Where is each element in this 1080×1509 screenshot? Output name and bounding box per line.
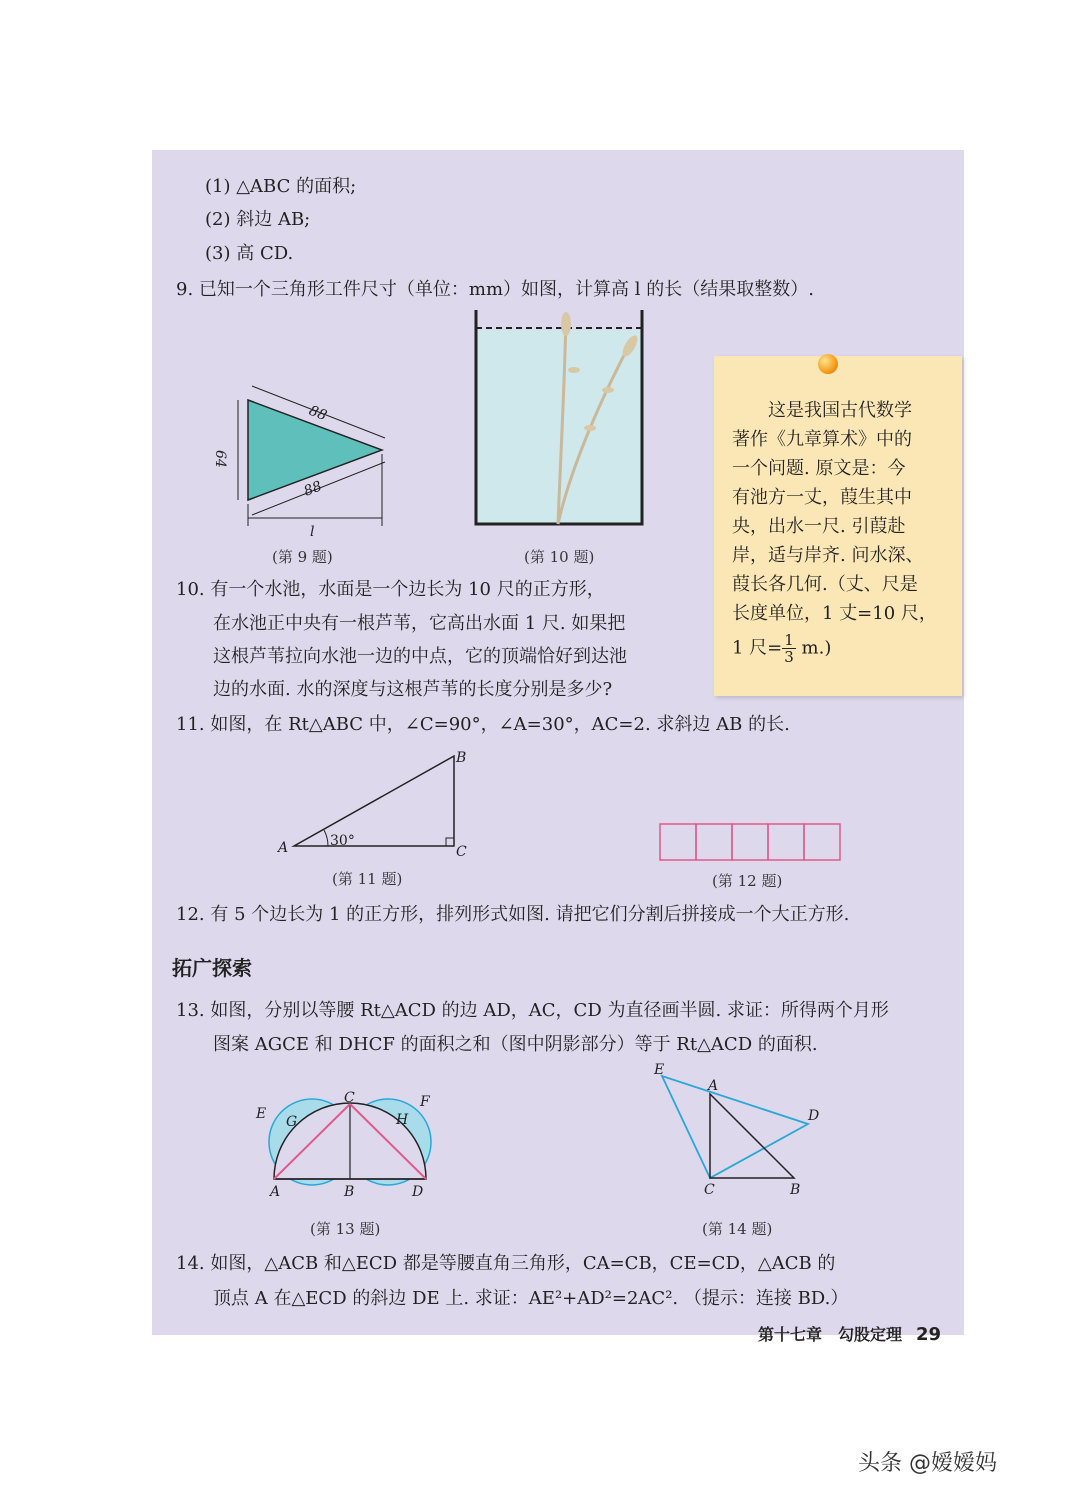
vertex-B: B	[456, 750, 467, 766]
question-13-line-2: 图案 AGCE 和 DHCF 的面积之和（图中阴影部分）等于 Rt△ACD 的面积.	[213, 1034, 818, 1055]
caption-13: (第 13 题)	[310, 1220, 381, 1238]
label-64: 64	[212, 450, 228, 468]
question-12: 12. 有 5 个边长为 1 的正方形，排列形式如图. 请把它们分割后拼接成一个大正方形.	[176, 904, 850, 925]
fraction-numerator: 1	[784, 631, 794, 649]
question-14-line-2: 顶点 A 在△ECD 的斜边 DE 上. 求证：AE²+AD²=2AC². （提示：连接 BD.）	[213, 1288, 849, 1309]
note-line: 长度单位，1 丈=10 尺，	[732, 603, 937, 624]
fraction	[782, 632, 796, 665]
vertex-A: A	[278, 840, 289, 856]
chapter-title: 第十七章 勾股定理	[758, 1325, 903, 1344]
figure-13	[250, 1088, 450, 1200]
note-last-prefix: 1 尺=	[732, 637, 783, 659]
page-number: 29	[916, 1324, 942, 1345]
five-squares	[660, 824, 840, 860]
caption-10: (第 10 题)	[524, 548, 595, 566]
label-88-top: 88	[306, 402, 329, 425]
point-A: A	[708, 1078, 719, 1094]
vertex-C: C	[456, 844, 467, 860]
point-E: E	[256, 1106, 267, 1122]
note-last-suffix: m.)	[795, 637, 832, 659]
history-note	[714, 356, 962, 696]
subquestion-3: (3) 高 CD.	[205, 243, 294, 264]
point-C: C	[344, 1090, 355, 1106]
figure-12	[658, 822, 844, 862]
caption-9: (第 9 题)	[272, 548, 333, 566]
section-heading: 拓广探索	[172, 956, 252, 980]
note-text	[732, 396, 952, 665]
question-14-line-1: 14. 如图，△ACB 和△ECD 都是等腰直角三角形，CA=CB，CE=CD，△ACB 的	[176, 1253, 836, 1274]
question-13-line-1: 13. 如图，分别以等腰 Rt△ACD 的边 AD，AC，CD 为直径画半圆. 求证：所得两个月形	[176, 1000, 889, 1021]
subquestion-1: (1) △ABC 的面积;	[205, 176, 357, 197]
note-line	[732, 632, 952, 665]
point-G: G	[286, 1114, 298, 1130]
point-H: H	[396, 1112, 409, 1128]
caption-14: (第 14 题)	[702, 1220, 773, 1238]
pin-icon	[818, 354, 838, 374]
label-l: l	[310, 524, 315, 540]
question-11: 11. 如图，在 Rt△ABC 中，∠C=90°，∠A=30°，AC=2. 求斜边 AB 的长.	[176, 714, 790, 735]
point-E: E	[654, 1062, 665, 1078]
page-footer	[758, 1322, 941, 1345]
point-A: A	[270, 1184, 281, 1200]
note-line: 有池方一丈，葭生其中	[732, 487, 912, 508]
point-D: D	[808, 1108, 820, 1124]
note-line: 央，出水一尺. 引葭赴	[732, 516, 906, 537]
point-B: B	[344, 1184, 355, 1200]
right-triangle	[294, 756, 454, 846]
watermark: 头条 @嫒嫒妈	[858, 1451, 997, 1476]
note-line: 这是我国古代数学	[732, 400, 912, 421]
question-10-line-3: 这根芦苇拉向水池一边的中点，它的顶端恰好到达池	[213, 646, 627, 667]
label-88-bottom: 88	[301, 478, 325, 500]
question-9: 9. 已知一个三角形工件尺寸（单位：mm）如图，计算高 l 的长（结果取整数）.	[176, 279, 814, 300]
note-line: 一个问题. 原文是：今	[732, 458, 906, 479]
angle-30: 30°	[330, 833, 355, 849]
figure-14	[650, 1060, 830, 1200]
fraction-denominator: 3	[784, 648, 794, 666]
caption-12: (第 12 题)	[712, 872, 783, 890]
point-C: C	[704, 1182, 715, 1198]
note-line: 著作《九章算术》中的	[732, 429, 912, 450]
figure-11	[270, 748, 480, 860]
point-D: D	[412, 1184, 424, 1200]
question-10-line-1: 10. 有一个水池，水面是一个边长为 10 尺的正方形，	[176, 579, 605, 600]
subquestion-2: (2) 斜边 AB;	[205, 209, 311, 230]
figure-9	[212, 378, 400, 540]
point-B: B	[790, 1182, 801, 1198]
note-line: 岸，适与岸齐. 问水深、	[732, 545, 924, 566]
question-10-line-2: 在水池正中央有一根芦苇，它高出水面 1 尺. 如果把	[213, 613, 626, 634]
triangle-ECD	[662, 1076, 808, 1178]
point-F: F	[420, 1094, 430, 1110]
question-10-line-4: 边的水面. 水的深度与这根芦苇的长度分别是多少?	[213, 679, 613, 700]
caption-11: (第 11 题)	[332, 870, 403, 888]
triangle-ACB	[710, 1094, 794, 1178]
figure-10	[470, 310, 650, 530]
note-line: 葭长各几何.（丈、尺是	[732, 574, 918, 595]
